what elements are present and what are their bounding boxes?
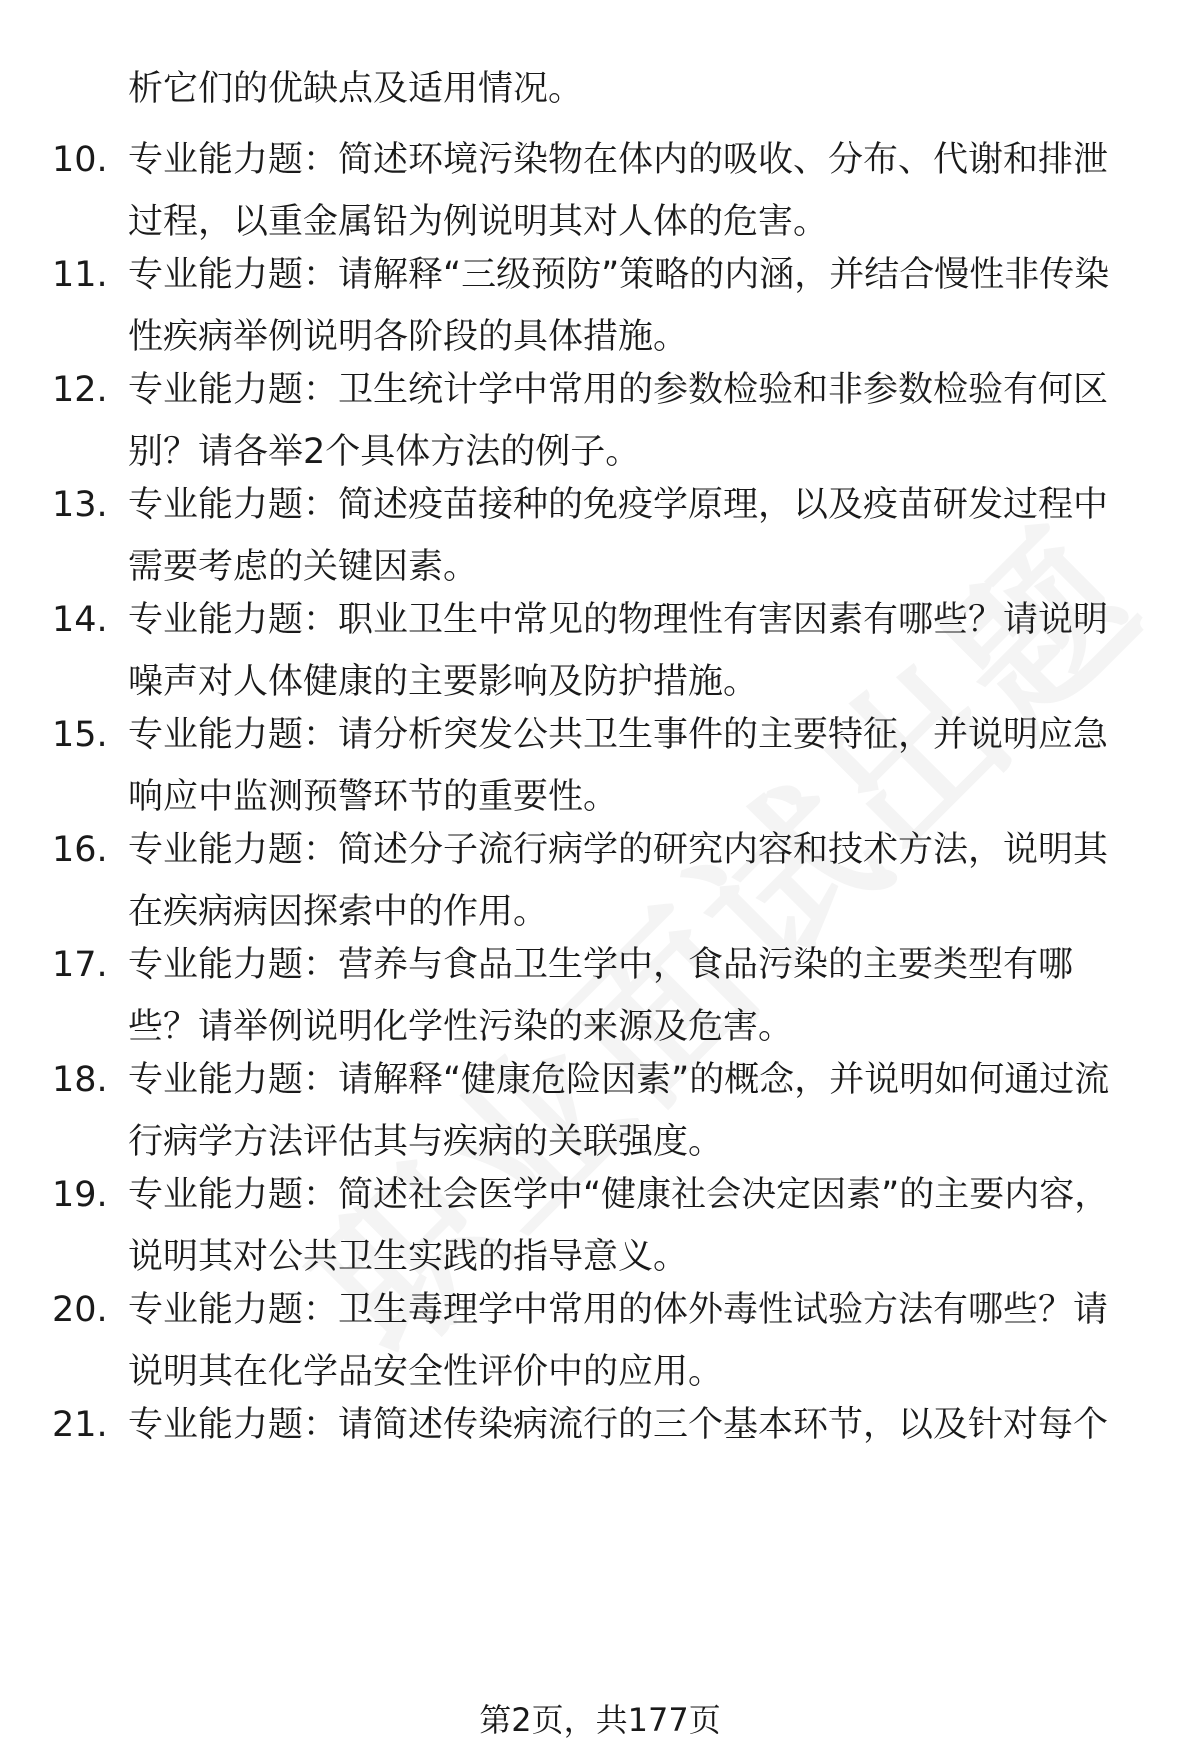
question-text: 专业能力题：请解释“健康危险因素”的概念，并说明如何通过流行病学方法评估其与疾病的关联强度。	[128, 1060, 1110, 1162]
question-text: 专业能力题：简述环境污染物在体内的吸收、分布、代谢和排泄过程，以重金属铅为例说明其对人体的危害。	[128, 140, 1109, 242]
question-number: 14.	[52, 600, 108, 640]
question-number: 15.	[52, 715, 108, 755]
question-text: 专业能力题：简述社会医学中“健康社会决定因素”的主要内容，说明其对公共卫生实践的指导意义。	[128, 1175, 1110, 1277]
page-footer: 第2页，共177页	[479, 1701, 721, 1739]
question-number: 12.	[52, 370, 108, 410]
question-text: 专业能力题：简述分子流行病学的研究内容和技术方法，说明其在疾病病因探索中的作用。	[128, 830, 1109, 932]
question-number: 16.	[52, 830, 108, 870]
question-text: 专业能力题：卫生统计学中常用的参数检验和非参数检验有何区别？请各举2个具体方法的例子。	[128, 370, 1109, 472]
question-text: 专业能力题：请解释“三级预防”策略的内涵，并结合慢性非传染性疾病举例说明各阶段的具体措施。	[128, 255, 1110, 357]
question-text: 专业能力题：卫生毒理学中常用的体外毒性试验方法有哪些？请说明其在化学品安全性评价中的应用。	[128, 1290, 1109, 1392]
question-number: 18.	[52, 1060, 108, 1100]
question-number: 13.	[52, 485, 108, 525]
question-text: 专业能力题：请简述传染病流行的三个基本环节，以及针对每个	[128, 1405, 1109, 1445]
question-number: 10.	[52, 140, 108, 180]
question-text: 专业能力题：营养与食品卫生学中，食品污染的主要类型有哪些？请举例说明化学性污染的来源及危害。	[128, 945, 1074, 1047]
question-number: 19.	[52, 1175, 108, 1215]
question-text: 专业能力题：请分析突发公共卫生事件的主要特征，并说明应急响应中监测预警环节的重要性。	[128, 715, 1109, 817]
continuation-text: 析它们的优缺点及适用情况。	[128, 69, 584, 109]
question-number: 20.	[52, 1290, 108, 1330]
question-text: 专业能力题：简述疫苗接种的免疫学原理，以及疫苗研发过程中需要考虑的关键因素。	[128, 485, 1109, 587]
question-text: 专业能力题：职业卫生中常见的物理性有害因素有哪些？请说明噪声对人体健康的主要影响及防护措施。	[128, 600, 1109, 702]
question-number: 17.	[52, 945, 108, 985]
question-number: 21.	[52, 1405, 108, 1445]
question-number: 11.	[52, 255, 108, 295]
